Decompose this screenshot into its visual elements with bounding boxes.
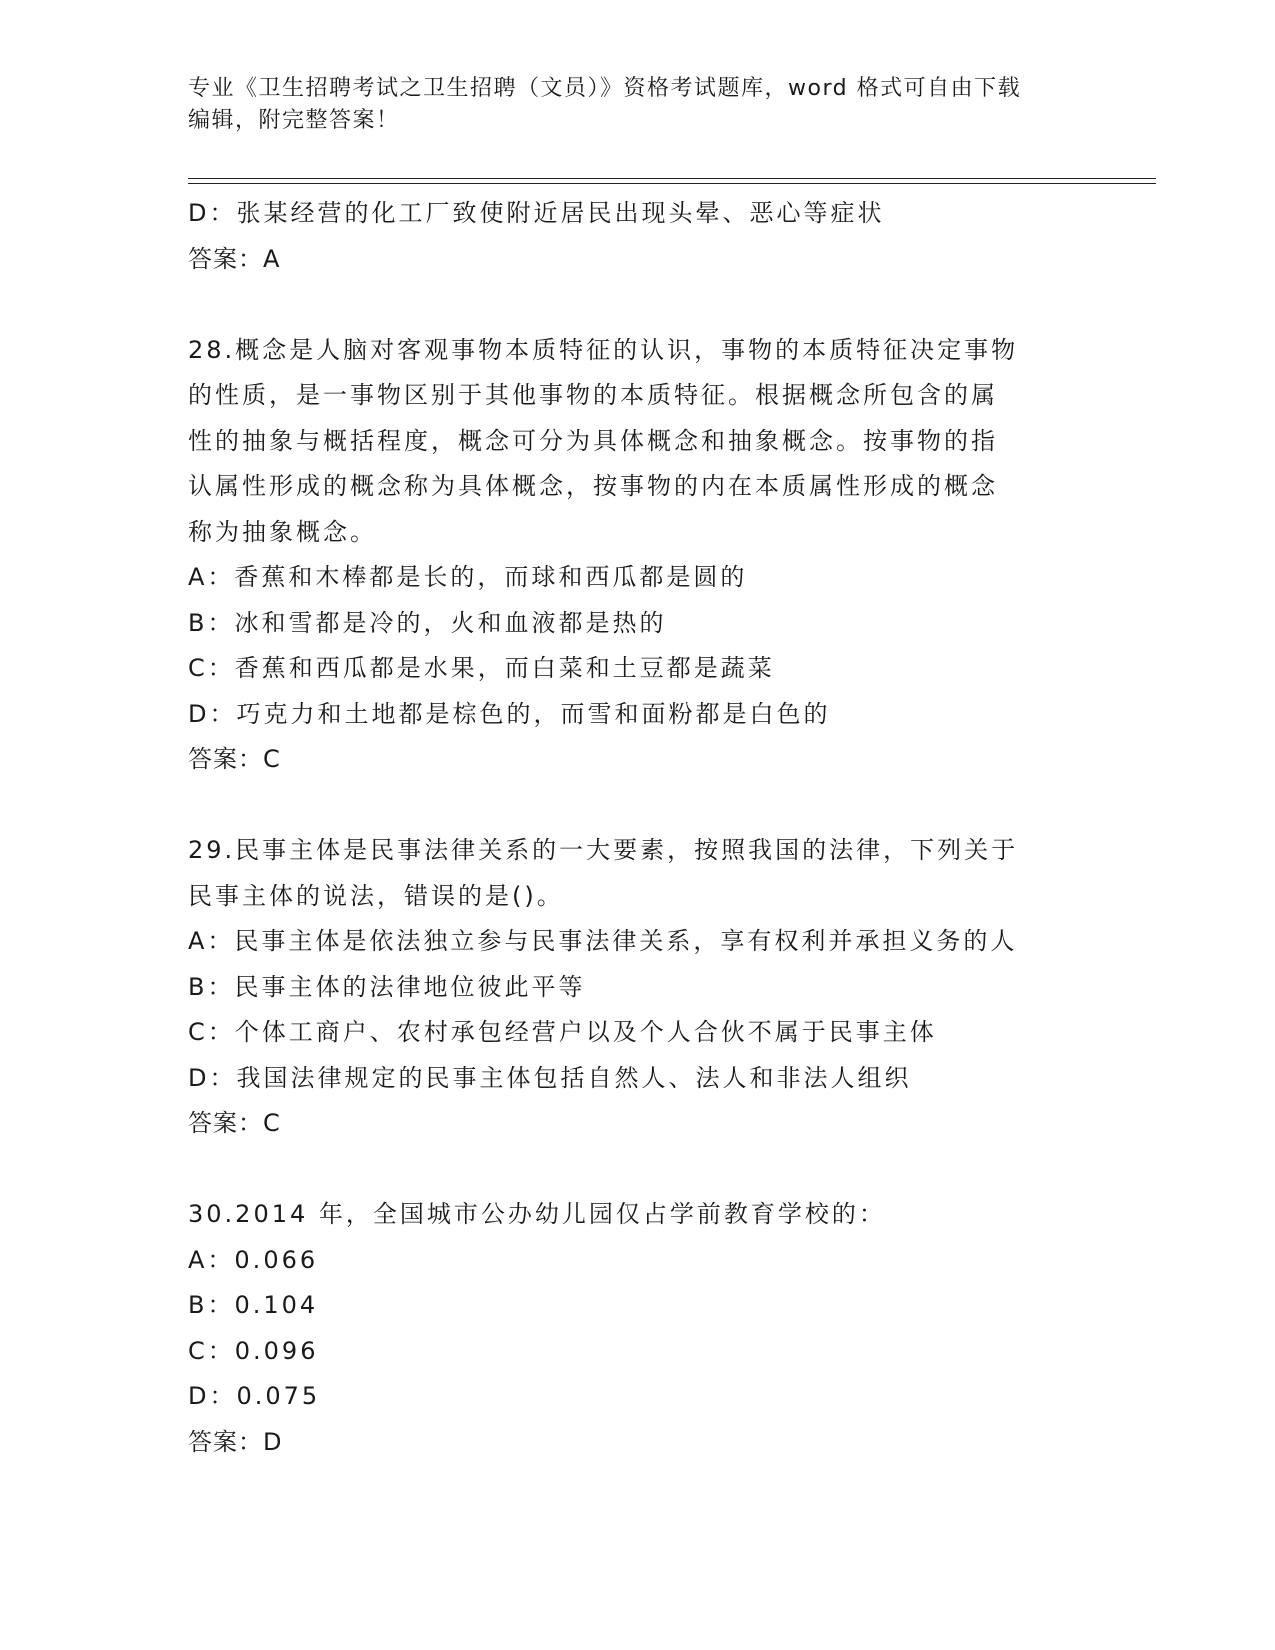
spacer [188,282,1088,328]
document-header [188,73,1068,137]
question-stem-line: 认属性形成的概念称为具体概念，按事物的内在本质属性形成的概念 [188,472,998,500]
question-29 [188,828,1088,1147]
option-c: C：个体工商户、农村承包经营户以及个人合伙不属于民事主体 [188,1018,937,1046]
question-28 [188,328,1088,783]
question-stem-line: 民事主体的说法，错误的是()。 [188,881,564,910]
question-stem-line: 28.概念是人脑对客观事物本质特征的认识，事物的本质特征决定事物 [188,335,1019,364]
answer: 答案：C [188,1109,281,1137]
option-d: D：巧克力和土地都是棕色的，而雪和面粉都是白色的 [188,699,831,728]
option-b: B：民事主体的法律地位彼此平等 [188,972,586,1001]
question-stem-line: 性的抽象与概括程度，概念可分为具体概念和抽象概念。按事物的指 [188,426,998,455]
question-stem-line: 称为抽象概念。 [188,517,377,546]
question-stem-line: 29.民事主体是民事法律关系的一大要素，按照我国的法律，下列关于 [188,836,1019,864]
option-c: C：0.096 [188,1336,319,1365]
option-c: C：香蕉和西瓜都是水果，而白菜和土豆都是蔬菜 [188,654,775,682]
option-a: A：0.066 [188,1245,319,1274]
header-line-2: 编辑，附完整答案！ [188,108,400,133]
answer: 答案：C [188,745,281,773]
previous-question-tail [188,191,1088,282]
answer: 答案：D [188,1427,283,1456]
spacer [188,783,1088,829]
header-line-1: 专业《卫生招聘考试之卫生招聘（文员）》资格考试题库，word 格式可自由下载 [188,76,1022,101]
question-content [188,191,1088,1465]
option-b: B：冰和雪都是冷的，火和血液都是热的 [188,608,667,637]
option-d: D：我国法律规定的民事主体包括自然人、法人和非法人组织 [188,1063,912,1092]
header-divider-bottom [188,183,1156,184]
option-d: D：张某经营的化工厂致使附近居民出现头晕、恶心等症状 [188,199,885,227]
option-b: B：0.104 [188,1291,319,1319]
answer: 答案：A [188,244,281,273]
option-d: D：0.075 [188,1382,321,1410]
question-stem-line: 的性质，是一事物区别于其他事物的本质特征。根据概念所包含的属 [188,381,998,409]
option-a: A：民事主体是依法独立参与民事法律关系，享有权利并承担义务的人 [188,927,1018,955]
question-stem-line: 30.2014 年，全国城市公办幼儿园仅占学前教育学校的： [188,1200,886,1228]
question-30 [188,1192,1088,1465]
option-a: A：香蕉和木棒都是长的，而球和西瓜都是圆的 [188,563,748,591]
header-divider-top [188,178,1156,179]
spacer [188,1147,1088,1193]
